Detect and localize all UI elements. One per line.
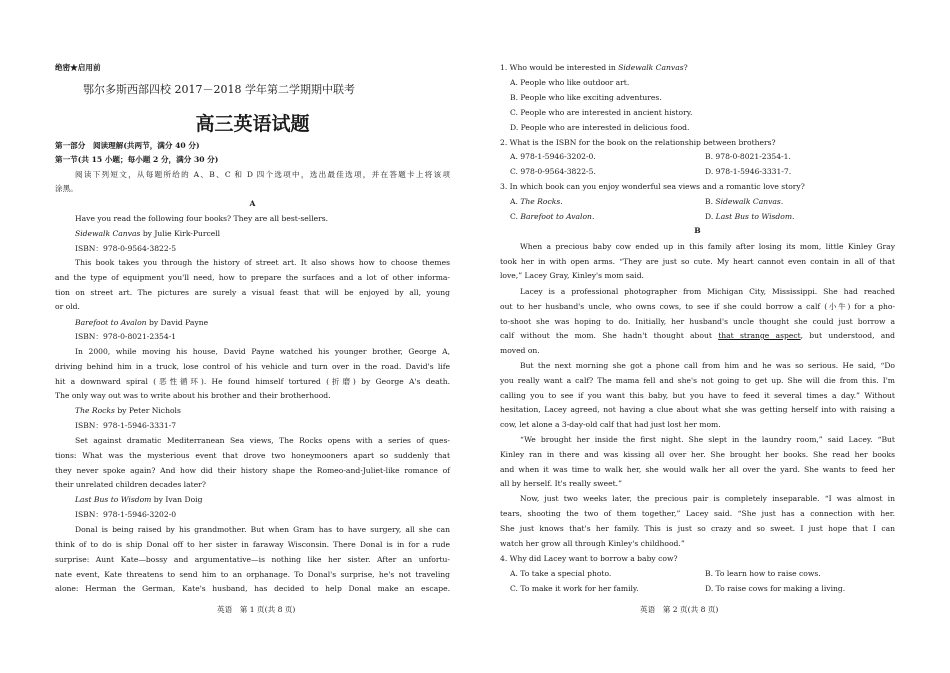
exam-title: 鄂尔多斯西部四校 2017－2018 学年第二学期期中联考 [83,83,355,96]
option: A. 978-1-5946-3202-0. [510,152,596,161]
book-desc-line: or old. [55,302,80,311]
option: B. People who like exciting adventures. [510,93,662,102]
option: D. 978-1-5946-3331-7. [705,167,792,176]
book-desc-line: think of to do is ship Donal off to her sister in faraway Wisconsin. There Donal is in for a rude [55,540,450,549]
secret-label: 绝密★启用前 [55,63,101,72]
section-heading: 第一节(共 15 小题；每小题 2 分，满分 30 分) [55,155,219,164]
book-desc-line: surprise: Aunt Kate—bossy and argumentative—is nothing like her sister. After an unfortu- [55,555,450,564]
book-desc-line: and the type of equipment you'll need, how to prepare the surfaces and a lot of other informa- [55,273,450,282]
passage-line: all by herself. It's really sweet.” [500,479,622,488]
option: A. People who like outdoor art. [510,78,630,87]
passage-line: and when it was time to walk her, she would walk her all over the yard. She wants to feed her [500,465,895,474]
question: 1. Who would be interested in Sidewalk Canvas? [500,63,688,72]
book-desc-line: driving behind him in a truck, lose control of his vehicle and turn over in the road. David's life [55,362,450,371]
book-author: by Peter Nichols [114,406,181,415]
page-footer: 英语 第 1 页(共 8 页) [217,605,296,614]
option: C. People who are interested in ancient history. [510,108,693,117]
option: C. Barefoot to Avalon. [510,212,595,221]
passage-line: calf without the mom. She hadn't thought about that strange aspect, but understood, and [500,331,895,340]
passage-line: cow, let alone a 3-day-old calf that had just lost her mom. [500,420,721,429]
passage-line: moved on. [500,346,540,355]
passage-line: Now, just two weeks later, the precious pair is completely inseparable. “I was almost in [520,494,895,503]
book-desc-line: Set against dramatic Mediterranean Sea views, The Rocks opens with a series of ques- [75,436,450,445]
instruction-line: 涂黑。 [55,184,78,193]
passage-line: to-shoot she was hoping to do. Initially, her husband's uncle thought she could just borrow a [500,317,895,326]
option: A. The Rocks. [510,197,563,206]
book-title: Barefoot to Avalon [75,318,147,327]
passage-letter: B [694,226,701,235]
passage-line: Lacey is a professional photographer from Michigan City, Mississippi. She had reached [520,287,895,296]
book-heading [75,406,181,416]
book-desc-line: hit a downward spiral (恶性循环). He found himself tortured (折磨) by George A's death. [55,377,450,386]
option: D. People who are interested in delicious food. [510,123,690,132]
passage-line: love,” Lacey Gray, Kinley's mom said. [500,271,644,280]
book-isbn: ISBN：978-0-8021-2354-1 [75,332,177,341]
passage-line: you really want a calf? The mama fell and she's not going to get up. She will die from this. I'm [500,376,895,385]
option: B. 978-0-8021-2354-1. [705,152,791,161]
book-heading [75,318,208,328]
instruction-line: 阅读下列短文，从每题所给的 A、B、C 和 D 四个选项中，选出最佳选项，并在答题卡上将该项 [75,170,450,179]
question: 4. Why did Lacey want to borrow a baby cow? [500,554,678,563]
option: C. To make it work for her family. [510,584,639,593]
option: B. To learn how to raise cows. [705,569,821,578]
intro-line: Have you read the following four books? They are all best-sellers. [75,214,329,223]
book-desc-line: their unrelated children decades later? [55,480,206,489]
book-isbn: ISBN：978-1-5946-3331-7 [75,421,177,430]
book-desc-line: tion on street art. The pictures are surely a visual feast that will be enjoyed by all, young [55,288,450,297]
passage-line: calling you to see if you want this baby, but you have to feed it several times a day.” Without [500,391,895,400]
passage-letter: A [249,199,256,208]
passage-line: watch her grow all through Kinley's childhood.” [500,539,685,548]
book-desc-line: alone: Herman the German, Kate's husband, has decided to help Donal make an escape. [55,584,450,593]
book-heading [75,229,220,239]
option: D. To raise cows for making a living. [705,584,846,593]
part-heading: 第一部分 阅读理解(共两节，满分 40 分) [55,141,200,150]
option: A. To take a special photo. [510,569,612,578]
book-desc-line: This book takes you through the history of street art. It also shows how to choose themes [75,258,450,267]
book-title: The Rocks [75,406,115,415]
option: C. 978-0-9564-3822-5. [510,167,596,176]
book-author: by Julie Kirk-Purcell [140,229,221,238]
passage-line: hesitation, Lacey agreed, not having a clue about what she was getting herself into with raising a [500,405,895,414]
book-desc-line: Donal is being raised by his grandmother. But when Gram has to have surgery, all she can [75,525,450,534]
book-desc-line: they never spoke again? And how did their history shape the Romeo-and-Juliet-like romance of [55,466,450,475]
book-isbn: ISBN：978-1-5946-3202-0 [75,510,177,519]
book-title: Sidewalk Canvas [75,229,141,238]
passage-line: “We brought her inside the first night. She slept in the laundry room,” said Lacey. “But [520,435,895,444]
book-author: by Ivan Doig [151,495,203,504]
question: 3. In which book can you enjoy wonderful sea views and a romantic love story? [500,182,805,191]
book-isbn: ISBN：978-0-9564-3822-5 [75,244,177,253]
subject-title: 高三英语试题 [195,113,310,135]
book-heading [75,495,202,505]
passage-line: But the next morning she got a phone call from him and he was so serious. He said, “Do [520,361,895,370]
book-desc-line: nate event, Kate threatens to send him to an orphanage. To Donal's surprise, he's not traveling [55,570,450,579]
book-desc-line: The only way out was to write about his brother and their brotherhood. [55,391,331,400]
option: B. Sidewalk Canvas. [705,197,784,206]
page-footer: 英语 第 2 页(共 8 页) [640,605,719,614]
question: 2. What is the ISBN for the book on the relationship between brothers? [500,138,776,147]
book-desc-line: tions: What was the mysterious event that drove two honeymooners apart so suddenly that [55,451,450,460]
book-desc-line: In 2000, while moving his house, David Payne watched his younger brother, George A, [75,347,450,356]
passage-line: tears, shooting the two of them together,” Lacey said. “She just has a connection with her. [500,509,895,518]
book-author: by David Payne [146,318,209,327]
book-title: Last Bus to Wisdom [75,495,152,504]
passage-line: Kinley ran in there and was kissing all over her. She brought her books. She read her books [500,450,895,459]
passage-line: took her in with open arms. “They are just so cute. My heart cannot even contain in all of that [500,257,895,266]
passage-line: She just knows that's her family. This is just so crazy and so sweet. I just hope that I can [500,524,895,533]
option: D. Last Bus to Wisdom. [705,212,795,221]
passage-line: When a precious baby cow ended up in this family after losing its mom, little Kinley Gray [520,242,895,251]
passage-line: out to her husband's uncle, who owns cows, to see if she could borrow a calf (小牛) for a pho- [500,302,895,311]
